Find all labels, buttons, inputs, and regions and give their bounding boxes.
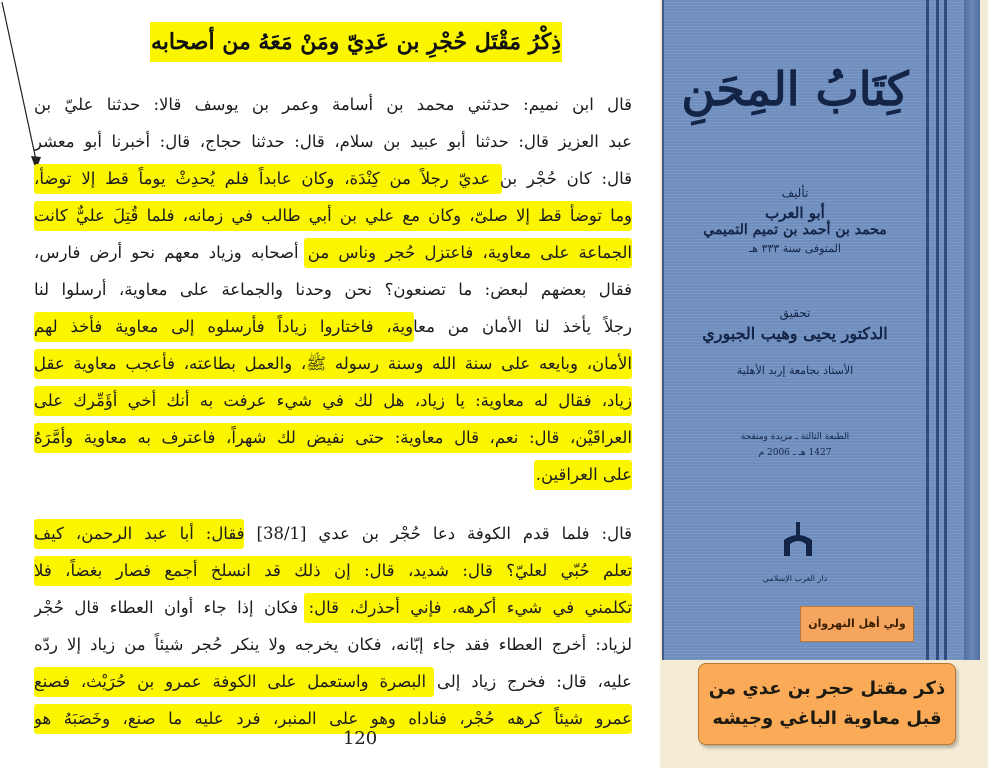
text-line: قال ابن نميم: حدثني محمد بن أسامة وعمر بن يوسف قالا: حدثنا عليّ بن bbox=[34, 95, 632, 114]
caption-line-1: ذكر مقتل حجر بن عدي من bbox=[708, 678, 946, 699]
text-line: قال: فلما قدم الكوفة دعا حُجْر بن عدي [38/1] فقال: أبا عبد الرحمن، كيف bbox=[34, 515, 632, 552]
text-line: فقال بعضهم لبعض: ما تصنعون؟ نحن وحدنا والجماعة على معاوية، أرسلوا لنا bbox=[34, 280, 632, 299]
publisher-logo-icon bbox=[780, 520, 816, 560]
cover-author-death: المتوفى سنة ٣٣٣ هـ bbox=[749, 242, 841, 255]
overlay-label: ولي أهل النهروان bbox=[800, 606, 914, 642]
cover-year: 1427 هـ ـ 2006 م bbox=[758, 448, 832, 458]
cover-taleef: تأليف bbox=[781, 186, 809, 200]
text-line: قال: كان حُجْر بن عديّ رجلاً من كِنْدَة، وكان عابداً فلم يُحدِثْ يوماً قط إلا توضأ، bbox=[34, 160, 632, 197]
cover-tahqiq: تحقيق bbox=[779, 306, 811, 320]
text-line: تعلم حُبّي لعليّ؟ قال: شديد، قال: إن ذلك قد انسلخ أجمع فصار بغضاً، فلا bbox=[34, 552, 632, 589]
page-body bbox=[34, 86, 632, 737]
page-number: 120 bbox=[342, 728, 378, 749]
cover-edition: الطبعة الثالثة ـ مزيدة ومنقحة bbox=[740, 432, 850, 442]
cover-editor: الدكتور يحيى وهيب الجبوري bbox=[702, 324, 888, 343]
cover-editor-affiliation: الأستاذ بجامعة إربد الأهلية bbox=[736, 364, 854, 377]
caption-line-2: قبل معاوية الباغي وجيشه bbox=[712, 708, 942, 729]
book-cover-area bbox=[660, 0, 988, 768]
cover-title: كِتَابُ المِحَنِ bbox=[681, 62, 909, 116]
cover-rule bbox=[936, 0, 939, 660]
text-line: زياد، فقال له معاوية: يا زياد، هل لك في شيء عرفت به أنك أخي أؤَمِّرك على bbox=[34, 382, 632, 419]
text-line: عمرو شيئاً كرهه حُجْر، فناداه وهو على المنبر، فرد عليه ما صنع، وخَصَبَهُ هو bbox=[34, 700, 632, 737]
caption-box bbox=[698, 663, 956, 745]
cover-publisher: دار الغرب الإسلامي bbox=[762, 574, 828, 583]
text-line: لزياد: أخرج العطاء فقد جاء إبّانه، فكان يخرجه ولا ينكر حُجر شيئاً من زياد إلا ردّه bbox=[34, 635, 632, 654]
book-spine bbox=[964, 0, 980, 660]
text-line: وما توضأ قط إلا صلىّ، وكان مع علي بن أبي طالب في زمانه، فلما قُتِلَ عليٌّ كانت bbox=[34, 197, 632, 234]
text-line: الأمان، وبايعه على سنة الله وسنة رسوله ﷺ، والعمل بطاعته، فأعجب معاوية عقل bbox=[34, 345, 632, 382]
cover-author-name: محمد بن أحمد بن تميم التميمي bbox=[703, 222, 887, 238]
page-title: ذِكْرُ مَقْتَل حُجْرِ بن عَدِيّ ومَنْ مَعَهُ من أصحابه bbox=[150, 22, 562, 62]
text-line: تكلمني في شيء أكرهه، فإني أحذرك، قال: فكان إذا جاء أوان العطاء قال حُجْر bbox=[34, 589, 632, 626]
cover-rule bbox=[926, 0, 929, 660]
text-line: عليه، قال: فخرج زياد إلى البصرة واستعمل على الكوفة عمرو بن حُرَيْث، فصنع bbox=[34, 663, 632, 700]
cover-author-kunya: أبو العرب bbox=[765, 204, 825, 222]
cover-rule bbox=[944, 0, 947, 660]
text-line: عبد العزيز قال: حدثنا أبو عبيد بن سلام، قال: حدثنا حجاج، قال: أخبرنا أبو معشر bbox=[34, 132, 632, 151]
text-line: على العراقين. bbox=[34, 456, 632, 493]
text-line: الجماعة على معاوية، فاعتزل حُجر وناس من أصحابه وزياد معهم نحو أرض فارس، bbox=[34, 234, 632, 271]
text-line: رجلاً يأخذ لنا الأمان من معاوية، فاختاروا زياداً فأرسلوه إلى معاوية فأخذ لهم bbox=[34, 308, 632, 345]
book-cover bbox=[662, 0, 978, 660]
text-line: العراقَيْن، قال: نعم، قال معاوية: حتى نفيض لك شهراً، فاعترف به معاوية وأمَّرَهُ bbox=[34, 419, 632, 456]
